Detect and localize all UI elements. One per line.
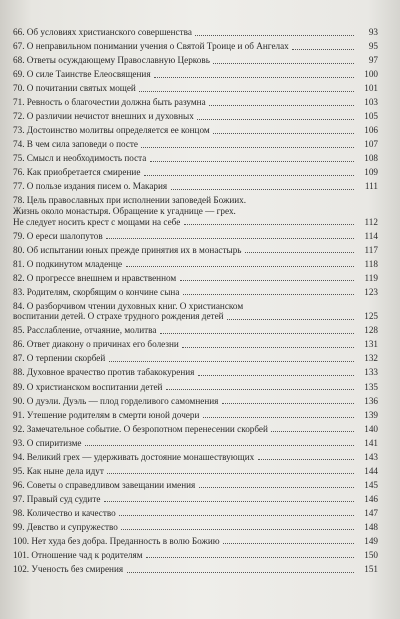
toc-entry-title-line: Жизнь около монастыря. Обращение к угаднице — грех. (13, 205, 236, 216)
toc-entry-page-number: 118 (364, 258, 378, 269)
toc-entry-title (13, 27, 356, 38)
dot-leader (144, 174, 354, 176)
dot-leader (127, 571, 354, 573)
toc-entry-title (13, 55, 356, 66)
toc-entry-title-line: воспитании детей. О страхе трудного рождения детей (13, 311, 224, 322)
toc-entry-page-number: 141 (364, 437, 378, 448)
toc-entry-page-number: 147 (364, 507, 378, 518)
toc-entry-title-line: 72. О различии нечистот внешних и духовных (13, 111, 194, 122)
toc-entry-page-number: 133 (364, 367, 378, 378)
toc-entry-title (13, 153, 356, 164)
toc-entry-page-number: 114 (364, 230, 378, 241)
toc-entry-title (13, 245, 356, 256)
dot-leader (183, 293, 354, 295)
toc-entry-title-line: 70. О почитании святых мощей (13, 83, 136, 94)
toc-entry (13, 466, 378, 477)
toc-entry-title-line: 95. Как ныне дела идут (13, 465, 104, 476)
toc-entry-page-number: 150 (364, 549, 378, 560)
toc-entry-title (13, 452, 356, 463)
toc-entry-title-line: 90. О дуэли. Дуэль — плод горделивого самомнения (13, 395, 219, 406)
dot-leader (182, 346, 354, 348)
dot-leader (166, 388, 354, 390)
toc-entry-title-line: Не следует носить крест с мощами на себе (13, 216, 181, 227)
toc-entry (13, 245, 378, 256)
toc-entry-page-number: 106 (364, 125, 378, 136)
toc-entry-title (13, 231, 356, 242)
toc-entry-page-number: 144 (364, 465, 378, 476)
toc-entry-page-number: 105 (364, 111, 378, 122)
toc-entry-title (13, 339, 356, 350)
toc-entry-title (13, 564, 356, 575)
toc-entry (13, 550, 378, 561)
toc-entry-title-line: 68. Ответы осуждающему Православную Церковь (13, 55, 210, 66)
toc-entry-page-number: 93 (368, 27, 378, 37)
toc-entry-title-line: 69. О силе Таинстве Елеосвящения (13, 69, 151, 80)
toc-entry-page-number: 109 (364, 167, 378, 178)
toc-entry-page-number: 145 (364, 479, 378, 490)
dot-leader (154, 76, 354, 78)
dot-leader (85, 444, 354, 446)
toc-entry (13, 69, 378, 80)
toc-entry-title-line: 87. О терпении скорбей (13, 353, 106, 364)
toc-entry-page-number: 111 (364, 181, 378, 192)
toc-entry-title (13, 273, 356, 284)
toc-entry-title-line: 66. Об условиях христианского совершенства (13, 27, 192, 37)
toc-entry-title-line: 89. О христианском воспитании детей (13, 381, 163, 392)
dot-leader (106, 237, 354, 239)
toc-entry-title (13, 438, 356, 449)
toc-entry-title (13, 382, 356, 393)
toc-entry-title-line: 71. Ревность о благочестии должна быть разумна (13, 97, 206, 108)
toc-entry-page-number: 125 (364, 311, 378, 322)
toc-entry-page-number: 140 (364, 423, 378, 434)
toc-entry-title (13, 522, 356, 533)
toc-entry-title-line: 88. Духовное врачество против табакокурения (13, 367, 195, 378)
toc-entry-title (13, 367, 356, 378)
toc-entry (13, 452, 378, 463)
toc-entry (13, 259, 378, 270)
toc-entry-title (13, 410, 356, 421)
toc-entry (13, 139, 378, 150)
dot-leader (227, 318, 354, 320)
toc-entry-title-line: 84. О разборчивом чтении духовных книг. О христианском (13, 300, 244, 311)
toc-entry-title (13, 111, 356, 122)
toc-entry-page-number: 136 (364, 395, 378, 406)
dot-leader (209, 104, 354, 106)
toc-entry-title (13, 167, 356, 178)
toc-entry (13, 536, 378, 547)
toc-entry (13, 508, 378, 519)
dot-leader (203, 416, 354, 418)
dot-leader (171, 188, 354, 190)
toc-entry (13, 83, 378, 94)
toc-entry-page-number: 148 (364, 521, 378, 532)
dot-leader (109, 360, 354, 362)
toc-entry-title (13, 508, 356, 519)
toc-entry-title-line: 73. Достоинство молитвы определяется ее концом (13, 125, 210, 136)
dot-leader (180, 279, 354, 281)
toc-entry (13, 231, 378, 242)
toc-entry-page-number: 119 (364, 272, 378, 283)
toc-entry (13, 564, 378, 575)
dot-leader (195, 34, 354, 36)
toc-entry-title-line: 98. Количество и качество (13, 507, 116, 518)
toc-entry-page-number: 132 (364, 353, 378, 364)
toc-entry-title (13, 396, 356, 407)
toc-entry (13, 27, 378, 38)
toc-entry-page-number: 112 (364, 216, 378, 227)
toc-entry (13, 339, 378, 350)
toc-entry-title-line: 91. Утешение родителям в смерти юной дочери (13, 409, 200, 420)
dot-leader (146, 556, 354, 558)
dot-leader (150, 160, 354, 162)
toc-entry-title-line: 100. Нет худа без добра. Преданность в волю Божию (13, 535, 220, 546)
toc-entry (13, 494, 378, 505)
toc-entry (13, 522, 378, 533)
toc-entry-title (13, 259, 356, 270)
toc-entry-title-line: 82. О прогрессе внешнем и нравственном (13, 272, 177, 283)
toc-entry-title-line: 76. Как приобретается смирение (13, 167, 141, 178)
toc-entry-title-line: 92. Замечательное событие. О безропотном перенесении скорбей (13, 423, 268, 434)
toc-entry (13, 287, 378, 298)
toc-entry-page-number: 117 (364, 244, 378, 255)
toc-entry (13, 382, 378, 393)
toc-entry (13, 353, 378, 364)
toc-entry-title (13, 480, 356, 491)
toc-entry-page-number: 128 (364, 325, 378, 336)
toc-entry-page-number: 135 (364, 381, 378, 392)
toc-entry-title-line: 78. Цель православных при исполнении заповедей Божиих. (13, 195, 247, 206)
table-of-contents (13, 27, 378, 578)
toc-entry-title (13, 181, 356, 192)
dot-leader (197, 118, 354, 120)
toc-entry-title-line: 75. Смысл и необходимость поста (13, 153, 147, 164)
dot-leader (292, 48, 354, 50)
toc-entry-title-line: 101. Отношение чад к родителям (13, 549, 143, 560)
toc-entry-title (13, 41, 356, 52)
dot-leader (126, 265, 354, 267)
toc-entry (13, 396, 378, 407)
toc-entry (13, 480, 378, 491)
toc-entry-title (13, 494, 356, 505)
toc-entry-title (13, 97, 356, 108)
dot-leader (223, 542, 354, 544)
toc-entry-title-line: 77. О пользе издания писем о. Макария (13, 181, 168, 192)
toc-entry-title (13, 424, 356, 435)
toc-entry (13, 125, 378, 136)
toc-entry-title-line: 97. Правый суд судите (13, 493, 101, 504)
toc-entry-title-line: 83. Родителям, скорбящим о кончине сына (13, 286, 180, 297)
toc-entry-title-line: 99. Девство и супружество (13, 521, 118, 532)
dot-leader (199, 486, 354, 488)
toc-entry-page-number: 107 (364, 139, 378, 150)
dot-leader (121, 528, 354, 530)
toc-entry-page-number: 149 (364, 535, 378, 546)
toc-entry-title (13, 287, 356, 298)
toc-entry-title-line: 93. О спиритизме (13, 437, 82, 448)
toc-entry-title (13, 325, 356, 336)
toc-entry (13, 301, 378, 322)
dot-leader (160, 332, 354, 334)
toc-entry-page-number: 97 (368, 55, 378, 66)
toc-entry-title-line: 86. Ответ диакону о причинах его болезни (13, 339, 179, 350)
toc-entry-title-line: 85. Расслабление, отчаяние, молитва (13, 325, 157, 336)
dot-leader (141, 146, 354, 148)
toc-entry-title (13, 139, 356, 150)
toc-entry (13, 41, 378, 52)
dot-leader (198, 374, 354, 376)
toc-entry-title (13, 466, 356, 477)
toc-entry (13, 367, 378, 378)
toc-entry-title (13, 353, 356, 364)
toc-entry-title-line: 94. Великий грех — удерживать достояние монашествующих (13, 451, 255, 462)
toc-entry-title (13, 69, 356, 80)
dot-leader (222, 402, 354, 404)
toc-entry-page-number: 139 (364, 409, 378, 420)
toc-entry-title (13, 550, 356, 561)
toc-entry (13, 325, 378, 336)
dot-leader (119, 514, 354, 516)
dot-leader (104, 500, 354, 502)
toc-entry (13, 111, 378, 122)
dot-leader (258, 458, 354, 460)
dot-leader (245, 251, 354, 253)
toc-entry (13, 424, 378, 435)
toc-entry (13, 410, 378, 421)
dot-leader (107, 472, 354, 474)
toc-entry (13, 55, 378, 66)
toc-entry-title-line: 80. Об испытании юных прежде принятия их в монастырь (13, 244, 242, 255)
toc-entry-title-line: 96. Советы о справедливом завещании имения (13, 479, 196, 490)
toc-entry (13, 181, 378, 192)
toc-entry-page-number: 131 (364, 339, 378, 350)
toc-entry-page-number: 101 (364, 83, 378, 94)
toc-entry-title-line: 74. В чем сила заповеди о посте (13, 139, 138, 150)
toc-entry (13, 167, 378, 178)
toc-entry-title (13, 83, 356, 94)
toc-entry-title (13, 536, 356, 547)
toc-entry (13, 97, 378, 108)
toc-entry (13, 438, 378, 449)
dot-leader (213, 62, 354, 64)
toc-entry-title-line: 102. Ученость без смирения (13, 563, 124, 574)
toc-entry-page-number: 100 (364, 69, 378, 80)
toc-entry-page-number: 151 (364, 563, 378, 574)
dot-leader (139, 90, 354, 92)
toc-entry-title-line: 79. О ереси шалопутов (13, 230, 103, 241)
toc-entry-title-line: 67. О неправильном понимании учения о Святой Троице и об Ангелах (13, 41, 289, 52)
toc-entry-page-number: 108 (364, 153, 378, 164)
toc-entry-page-number: 123 (364, 286, 378, 297)
toc-entry-page-number: 103 (364, 97, 378, 108)
toc-entry (13, 153, 378, 164)
toc-entry-page-number: 143 (364, 451, 378, 462)
toc-entry-page-number: 95 (368, 41, 378, 52)
toc-entry (13, 195, 378, 227)
dot-leader (213, 132, 354, 134)
dot-leader (271, 430, 354, 432)
toc-entry (13, 273, 378, 284)
toc-entry-page-number: 146 (364, 493, 378, 504)
toc-entry-title-line: 81. О подкинутом младенце (13, 258, 123, 269)
toc-entry-title (13, 125, 356, 136)
dot-leader (184, 223, 354, 225)
